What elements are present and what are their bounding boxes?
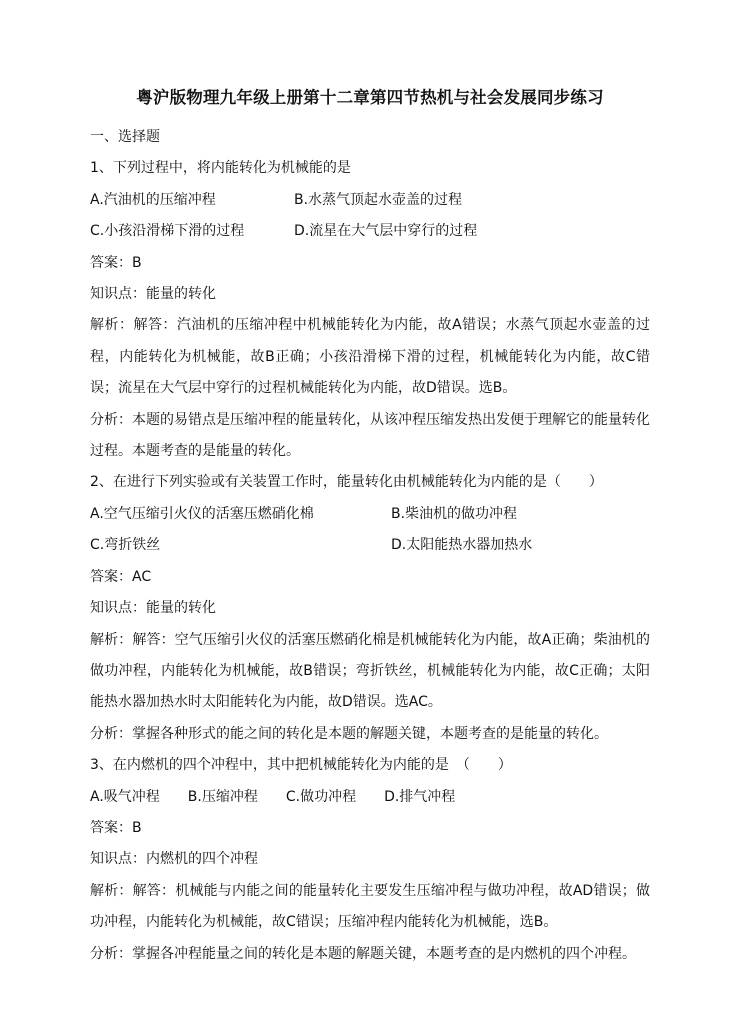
option-a: A.汽油机的压缩冲程 bbox=[90, 191, 216, 208]
comment: 分析：掌握各种形式的能之间的转化是本题的解题关键，本题考查的是能量的转化。 bbox=[90, 725, 608, 742]
answer: 答案：B bbox=[90, 819, 142, 836]
option-c: C.弯折铁丝 bbox=[90, 537, 161, 554]
question-2 bbox=[90, 467, 650, 750]
question-1 bbox=[90, 153, 650, 467]
knowledge-point: 知识点：内燃机的四个冲程 bbox=[90, 851, 258, 868]
knowledge-point: 知识点：能量的转化 bbox=[90, 286, 216, 303]
option-b: B.水蒸气顶起水壶盖的过程 bbox=[294, 191, 463, 208]
option-c: C.做功冲程 bbox=[285, 788, 357, 805]
options-row bbox=[90, 216, 650, 247]
options-row bbox=[90, 499, 650, 530]
option-d: D.太阳能热水器加热水 bbox=[391, 537, 533, 554]
question-stem: 2、在进行下列实验或有关装置工作时，能量转化由机械能转化为内能的是（ ） bbox=[90, 474, 603, 491]
comment: 分析：掌握各冲程能量之间的转化是本题的解题关键，本题考查的是内燃机的四个冲程。 bbox=[90, 945, 636, 962]
option-b: B.柴油机的做功冲程 bbox=[391, 505, 518, 522]
option-d: D.流星在大气层中穿行的过程 bbox=[294, 223, 478, 240]
analysis: 解析：解答：空气压缩引火仪的活塞压燃硝化棉是机械能转化为内能，故A正确；柴油机的做功冲程，内能转化为机械能，故B错误；弯折铁丝，机械能转化为内能，故C正确；太阳能热水器加热水时太阳能转化为内能，故D错误。选AC。 bbox=[90, 631, 650, 711]
option-b: B.压缩冲程 bbox=[187, 788, 258, 805]
question-stem: 1、下列过程中，将内能转化为机械能的是 bbox=[90, 160, 351, 177]
document-page bbox=[90, 84, 650, 970]
option-a: A.空气压缩引火仪的活塞压燃硝化棉 bbox=[90, 505, 314, 522]
knowledge-point: 知识点：能量的转化 bbox=[90, 600, 216, 617]
question-stem: 3、在内燃机的四个冲程中，其中把机械能转化为内能的是 （ ） bbox=[90, 757, 512, 774]
analysis: 解析：解答：机械能与内能之间的能量转化主要发生压缩冲程与做功冲程，故AD错误；做功冲程，内能转化为机械能，故C错误；压缩冲程内能转化为机械能，选B。 bbox=[90, 882, 650, 931]
option-d: D.排气冲程 bbox=[384, 788, 456, 805]
options-row bbox=[90, 185, 650, 216]
document-title: 粤沪版物理九年级上册第十二章第四节热机与社会发展同步练习 bbox=[136, 88, 604, 107]
section-heading: 一、选择题 bbox=[90, 129, 160, 145]
option-a: A.吸气冲程 bbox=[90, 788, 160, 805]
analysis: 解析：解答：汽油机的压缩冲程中机械能转化为内能，故A错误；水蒸气顶起水壶盖的过程，内能转化为机械能，故B正确；小孩沿滑梯下滑的过程，机械能转化为内能，故C错误；流星在大气层中穿行的过程机械能转化为内能，故D错误。选B。 bbox=[90, 317, 650, 397]
answer: 答案：B bbox=[90, 254, 142, 271]
question-3 bbox=[90, 750, 650, 970]
answer: 答案：AC bbox=[90, 568, 152, 585]
comment: 分析：本题的易错点是压缩冲程的能量转化，从该冲程压缩发热出发便于理解它的能量转化过程。本题考查的是能量的转化。 bbox=[90, 411, 650, 460]
options-row bbox=[90, 530, 650, 561]
options-row bbox=[90, 782, 650, 813]
option-c: C.小孩沿滑梯下滑的过程 bbox=[90, 223, 245, 240]
